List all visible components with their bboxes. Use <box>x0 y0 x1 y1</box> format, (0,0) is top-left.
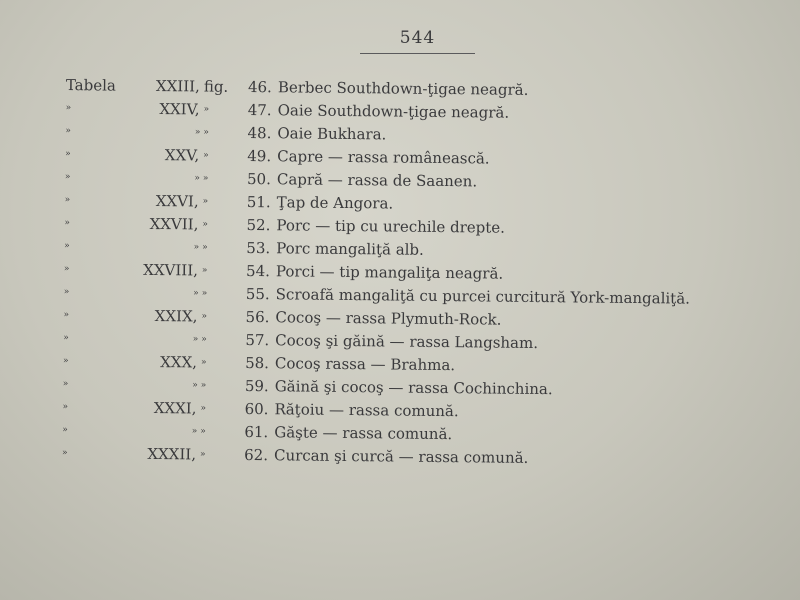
figure-number: 55. <box>245 284 270 304</box>
plate-number: XXIII, <box>155 77 200 96</box>
figure-number: 52. <box>246 215 271 235</box>
fig-ref: » <box>202 219 207 230</box>
table-ref: » <box>63 310 69 321</box>
figure-list <box>0 73 800 472</box>
figure-caption: Scroafă mangaliţă cu purcei curcitură York-mangaliţă. <box>275 285 691 308</box>
fig-ref: » <box>200 426 205 437</box>
plate-number: XXIV, <box>159 100 200 119</box>
figure-caption: Găină şi cocoş — rassa Cochinchina. <box>274 377 553 399</box>
plate-number: XXV, <box>164 146 200 165</box>
fig-ref: » <box>201 288 207 299</box>
fig-ref: » <box>202 242 207 253</box>
plate-number: XXX, <box>160 353 198 372</box>
figure-number: 59. <box>244 376 269 396</box>
figure-caption: Porc — tip cu urechile drepte. <box>276 216 506 237</box>
figure-caption: Cocoş rassa — Brahma. <box>274 354 456 375</box>
plate-number: XXVII, <box>149 214 199 234</box>
table-ref: » <box>62 402 68 413</box>
plate-number: » <box>193 288 198 299</box>
table-ref: » <box>64 195 70 206</box>
figure-caption: Găşte — rassa comună. <box>274 423 453 444</box>
table-ref: Tabela <box>65 76 116 95</box>
figure-caption: Capră — rassa de Saanen. <box>276 170 478 191</box>
figure-caption: Cocoş — rassa Plymuth-Rock. <box>275 308 502 329</box>
figure-number: 54. <box>245 261 271 281</box>
table-ref: » <box>63 287 69 298</box>
table-ref: » <box>65 126 70 137</box>
figure-caption: Oaie Southdown-ţigae neagră. <box>277 101 510 122</box>
page-number-rule <box>360 53 475 54</box>
figure-caption: Curcan şi curcă — rassa comună. <box>273 446 529 467</box>
table-ref: » <box>61 448 67 459</box>
plate-number: » <box>191 426 197 437</box>
plate-number: XXVI, <box>155 192 199 211</box>
plate-number: » <box>193 242 199 253</box>
figure-caption: Ţap de Angora. <box>276 193 394 213</box>
figure-number: 47. <box>247 100 272 120</box>
figure-number: 62. <box>244 445 269 465</box>
fig-ref: » <box>201 265 207 276</box>
fig-ref: » <box>200 380 206 391</box>
table-ref: » <box>64 241 69 252</box>
table-ref: » <box>64 218 70 229</box>
figure-caption: Oaie Bukhara. <box>277 124 387 144</box>
figure-number: 49. <box>247 146 272 166</box>
fig-ref: » <box>202 173 208 184</box>
figure-number: 58. <box>245 353 270 373</box>
table-ref: » <box>62 356 68 367</box>
fig-ref: » <box>200 357 206 368</box>
figure-number: 46. <box>247 77 272 97</box>
plate-number: XXVIII, <box>143 260 199 280</box>
page-number: 544 <box>399 28 436 48</box>
figure-caption: Răţoiu — rassa comună. <box>274 400 459 421</box>
plate-number: » <box>194 127 200 138</box>
fig-ref: » <box>202 196 208 207</box>
plate-number: » <box>194 173 199 184</box>
table-ref: » <box>62 425 67 436</box>
figure-number: 51. <box>246 192 271 212</box>
figure-caption: Porc mangaliţă alb. <box>276 239 424 259</box>
table-ref: » <box>64 172 70 183</box>
figure-caption: Cocoş şi găină — rassa Langsham. <box>275 331 539 353</box>
table-ref: » <box>65 103 71 114</box>
fig-ref: » <box>201 334 206 345</box>
figure-number: 57. <box>245 330 270 350</box>
fig-ref: » <box>200 403 206 414</box>
fig-ref: » <box>203 150 208 161</box>
fig-ref: » <box>199 449 205 460</box>
fig-ref: » <box>203 127 208 138</box>
table-ref: » <box>63 333 68 344</box>
table-ref: » <box>62 379 68 390</box>
plate-number: » <box>192 380 197 391</box>
table-ref: » <box>65 149 70 160</box>
plate-number: XXXI, <box>153 399 197 418</box>
figure-caption: Capre — rassa românească. <box>277 147 490 168</box>
fig-ref: » <box>203 104 209 115</box>
figure-number: 56. <box>245 307 270 327</box>
plate-number: XXIX, <box>154 307 198 326</box>
figure-number: 61. <box>244 422 269 442</box>
figure-number: 48. <box>247 123 272 143</box>
plate-number: » <box>192 334 198 345</box>
plate-number: XXXII, <box>147 444 197 464</box>
table-ref: » <box>63 264 69 275</box>
figure-number: 60. <box>244 399 269 419</box>
figure-number: 50. <box>246 169 272 189</box>
figure-caption: Berbec Southdown-ţigae neagră. <box>277 78 529 99</box>
fig-ref: fig. <box>203 77 229 96</box>
figure-caption: Porci — tip mangaliţa neagră. <box>275 262 504 283</box>
figure-number: 53. <box>246 238 271 258</box>
fig-ref: » <box>201 311 207 322</box>
